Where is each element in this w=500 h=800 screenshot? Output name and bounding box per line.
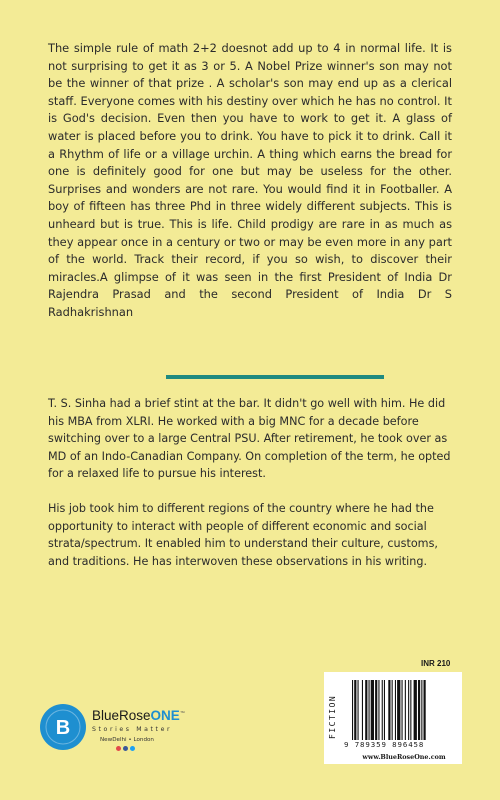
publisher-locations: NewDelhi • London xyxy=(100,737,154,743)
publisher-website: www.BlueRoseOne.com xyxy=(362,753,446,761)
author-bio xyxy=(48,395,458,587)
bluerose-logo-icon xyxy=(40,704,86,750)
publisher-name-part1: BlueRose xyxy=(92,708,151,723)
trademark-mark: ™ xyxy=(179,710,185,717)
publisher-name-part2: ONE xyxy=(150,708,180,723)
section-divider xyxy=(166,375,384,379)
social-icon xyxy=(116,746,121,751)
book-blurb: The simple rule of math 2+2 doesnot add up to 4 in normal life. It is not surprising to get it as 3 or 5. A Nobel Prize winner's son may not be the winner of that prize . A scholar's son may end up as a clerical staff. Everyone comes with his destiny over which he has no control. It is God's decision. Even then you have to work to get it. A glass of water is placed before you to drink. You have to pick it to drink. Call it a Rhythm of life or a village urchin. A thing which earns the bread for one is definitely good for one but may be useless for the other. Surprises and wonders are not rare. You would find it in Footballer. A boy of fifteen has three Phd in three widely different subjects. This is unheard but is true. This is life. Child prodigy are rare in as much as they appear once in a century or two or may be even more in any part of the world. Track their record, if you so wish, to discover their miracles.A glimpse of it was seen in the first President of India Dr Rajendra Prasad and the second President of India Dr S Radhakrishnan xyxy=(48,41,452,319)
isbn-barcode-icon xyxy=(352,680,456,740)
publisher-name xyxy=(92,708,185,723)
logo-letter: B xyxy=(55,717,71,739)
social-icon xyxy=(130,746,135,751)
isbn-number: 9 789359 896458 xyxy=(344,740,425,749)
price-label: INR 210 xyxy=(421,659,451,668)
publisher-tagline: Stories Matter xyxy=(92,726,173,733)
social-icons xyxy=(116,746,135,751)
logo-glyph-icon xyxy=(40,704,86,750)
author-bio-paragraph: T. S. Sinha had a brief stint at the bar. It didn't go well with him. He did his MBA from XLRI. He worked with a big MNC for a decade before switching over to a large Central PSU. After retirement, he took over as MD of an Indo-Canadian Company. On completion of the term, he opted for a relaxed life to pursue his interest. xyxy=(48,397,451,481)
social-icon xyxy=(123,746,128,751)
author-bio-paragraph: His job took him to different regions of the country where he had the opportunity to interact with people of different economic and social strata/spectrum. It enabled him to understand their culture, customs, and traditions. He has interwoven these observations in his writing. xyxy=(48,501,438,568)
publisher-logo xyxy=(40,704,220,754)
genre-label: FICTION xyxy=(328,694,337,740)
